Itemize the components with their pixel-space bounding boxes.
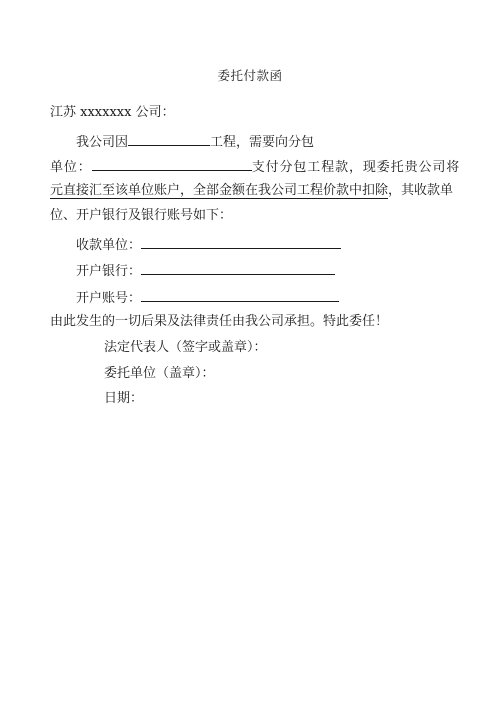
date-line: 日期： <box>104 391 144 406</box>
bank-blank <box>141 260 335 275</box>
account-blank <box>141 287 339 302</box>
payee-blank <box>141 234 341 249</box>
document-title: 委托付款函 <box>217 68 283 83</box>
paragraph-line-2 <box>50 156 460 177</box>
project-name-blank <box>128 131 210 146</box>
payee-field <box>76 234 341 255</box>
closing-statement: 由此发生的一切后果及法律责任由我公司承担。特此委任！ <box>50 314 389 329</box>
payee-label: 收款单位： <box>76 238 142 253</box>
bank-field <box>76 260 335 281</box>
line3-rest: ，其收款单 <box>388 183 454 198</box>
bank-label: 开户银行： <box>76 264 142 279</box>
addressee-line: 江苏 xxxxxxx 公司： <box>50 105 175 120</box>
paragraph-line-3 <box>50 182 453 200</box>
line1-prefix: 我公司因 <box>76 135 129 150</box>
account-field <box>76 287 339 308</box>
line3-underlined: 元直接汇至该单位账户，全部金额在我公司工程价款中扣除 <box>50 183 389 198</box>
subcontractor-blank <box>92 156 252 171</box>
entrusting-unit-line: 委托单位（盖章）： <box>104 366 215 381</box>
line2-suffix: 支付分包工程款，现委托贵公司将 <box>251 160 461 175</box>
paragraph-line-4: 位、开户银行及银行账号如下： <box>50 208 233 223</box>
line1-suffix: 工程，需要向分包 <box>210 135 315 150</box>
legal-representative-line: 法定代表人（签字或盖章）： <box>104 340 267 355</box>
paragraph-line-1 <box>76 131 314 152</box>
line2-prefix: 单位： <box>50 160 92 175</box>
account-label: 开户账号： <box>76 291 142 306</box>
